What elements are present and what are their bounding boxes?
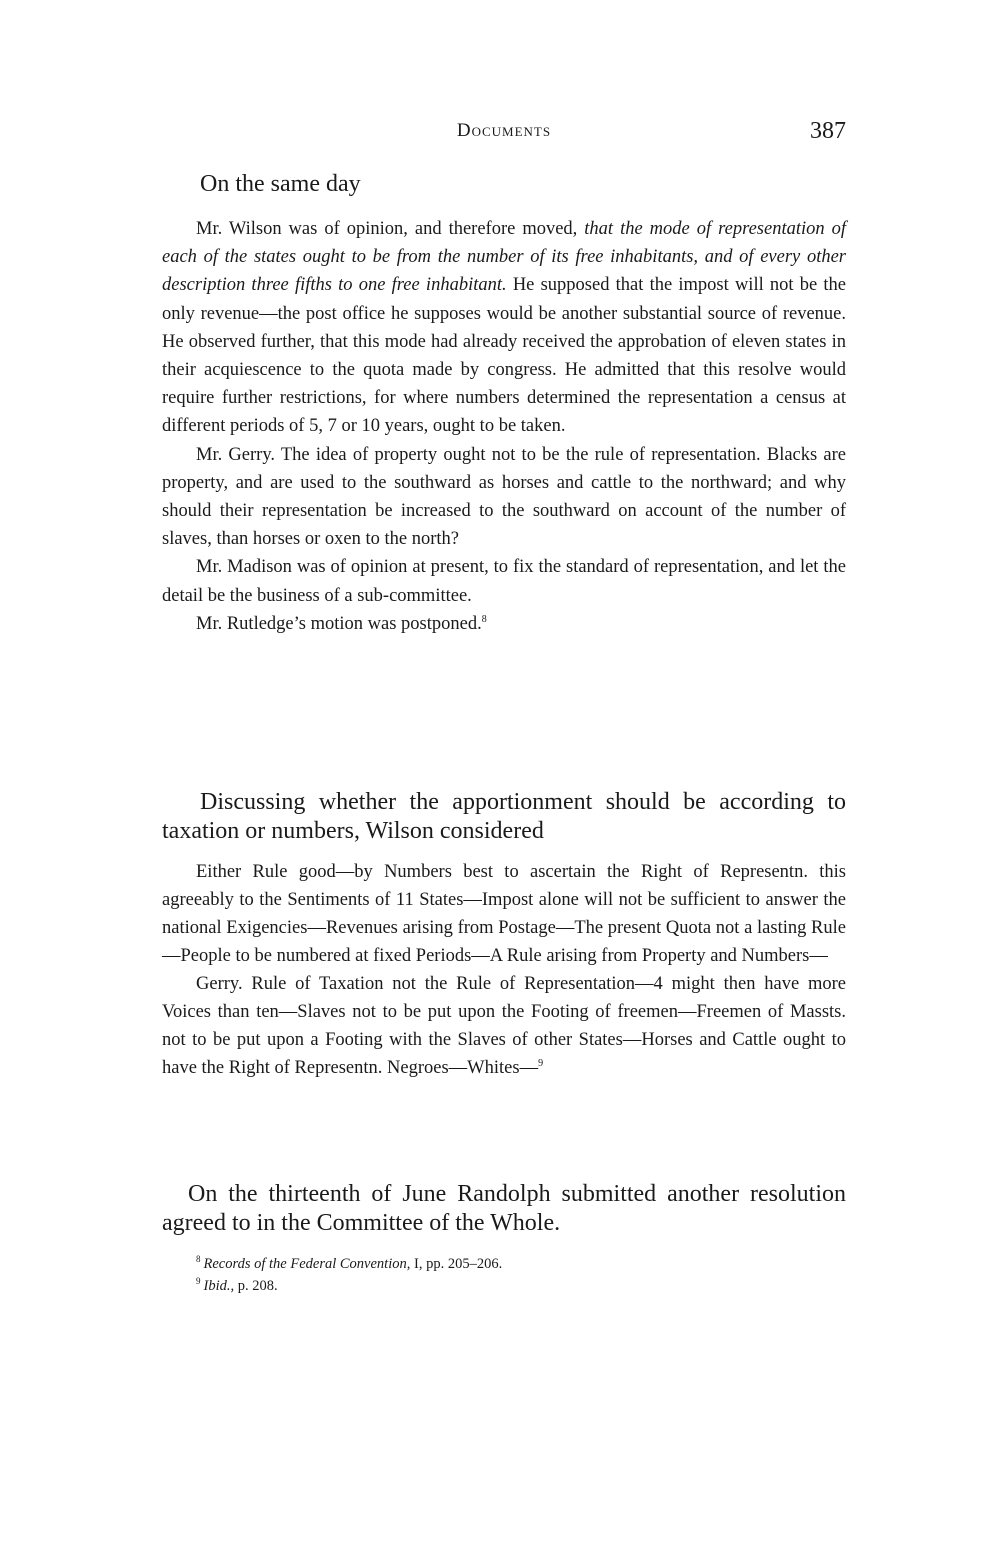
- running-title: Documents: [456, 120, 552, 141]
- footnote-9-title: Ibid.,: [203, 1278, 235, 1294]
- paragraph-gerry-notes-text: Gerry. Rule of Taxation not the Rule of Representation—4 might then have more Voices than ten—Slaves not to be put upon the Footing of freemen—Freemen of Massts. not to be put upon a Footing with the Slaves of other States—Horses and Cattle ought to have the Right of Representn. Negroes—Whites—: [162, 974, 846, 1078]
- footnote-ref-8: 8: [481, 613, 487, 625]
- footnote-ref-9: 9: [538, 1057, 544, 1069]
- section-body-wilson-notes: [162, 858, 846, 1082]
- footnote-8-mark: 8: [196, 1254, 201, 1265]
- footnote-8-rest: I, pp. 205–206.: [410, 1256, 503, 1272]
- paragraph-rutledge-text: Mr. Rutledge’s motion was postponed.: [196, 613, 482, 634]
- paragraph-rutledge: [162, 610, 846, 638]
- paragraph-gerry: Mr. Gerry. The idea of property ought not to be the rule of representation. Blacks are property, and are used to the southward as horses and cattle to the northward; and why should their representation be increased to the southward on account of the number of slaves, than horses or oxen to the north?: [162, 444, 846, 550]
- footnotes: [196, 1253, 846, 1297]
- footnote-8-title: Records of the Federal Convention,: [203, 1256, 411, 1272]
- section-heading-same-day: On the same day: [200, 171, 361, 197]
- footnote-9-rest: p. 208.: [234, 1278, 278, 1294]
- footnote-9: [196, 1275, 846, 1297]
- paragraph-wilson-rest: He supposed that the impost will not be the only revenue—the post office he supposes would be another substantial source of revenue. He observed further, that this mode had already received the approbation of eleven states in their acquiescence to the quota made by congress. He admitted that this resolve would require further restrictions, for where numbers determined the representation a census at different periods of 5, 7 or 10 years, ought to be taken.: [162, 275, 847, 437]
- section-body-wilson-motion: [162, 215, 846, 638]
- paragraph-gerry-notes: [162, 970, 846, 1082]
- footnote-9-mark: 9: [196, 1276, 201, 1287]
- paragraph-either-rule: Either Rule good—by Numbers best to ascertain the Right of Representn. this agreeably to the Sentiments of 11 States—Impost alone will not be sufficient to answer the national Exigencies—Revenues arising from Postage—The present Quota not a lasting Rule—People to be numbered at fixed Periods—A Rule arising from Property and Numbers—: [162, 862, 846, 966]
- paragraph-madison: Mr. Madison was of opinion at present, to fix the standard of representation, and let the detail be the business of a sub-committee.: [162, 557, 846, 606]
- page-number: 387: [810, 118, 846, 144]
- footnote-8: [196, 1253, 846, 1275]
- section-heading-thirteenth-june: On the thirteenth of June Randolph submitted another resolution agreed to in the Committee of the Whole.: [162, 1181, 846, 1236]
- running-head: [162, 118, 846, 148]
- paragraph-wilson-lead: Mr. Wilson was of opinion, and therefore moved,: [196, 219, 585, 239]
- paragraph-wilson-motion: that the mode of representation of each of the states ought to be from the number of its free inhabitants, and of every other description three fifths to one free inhabitant.: [162, 219, 847, 296]
- section-heading-apportionment: Discussing whether the apportionment should be according to taxation or numbers, Wilson considered: [162, 789, 846, 844]
- paragraph-wilson: [162, 215, 846, 441]
